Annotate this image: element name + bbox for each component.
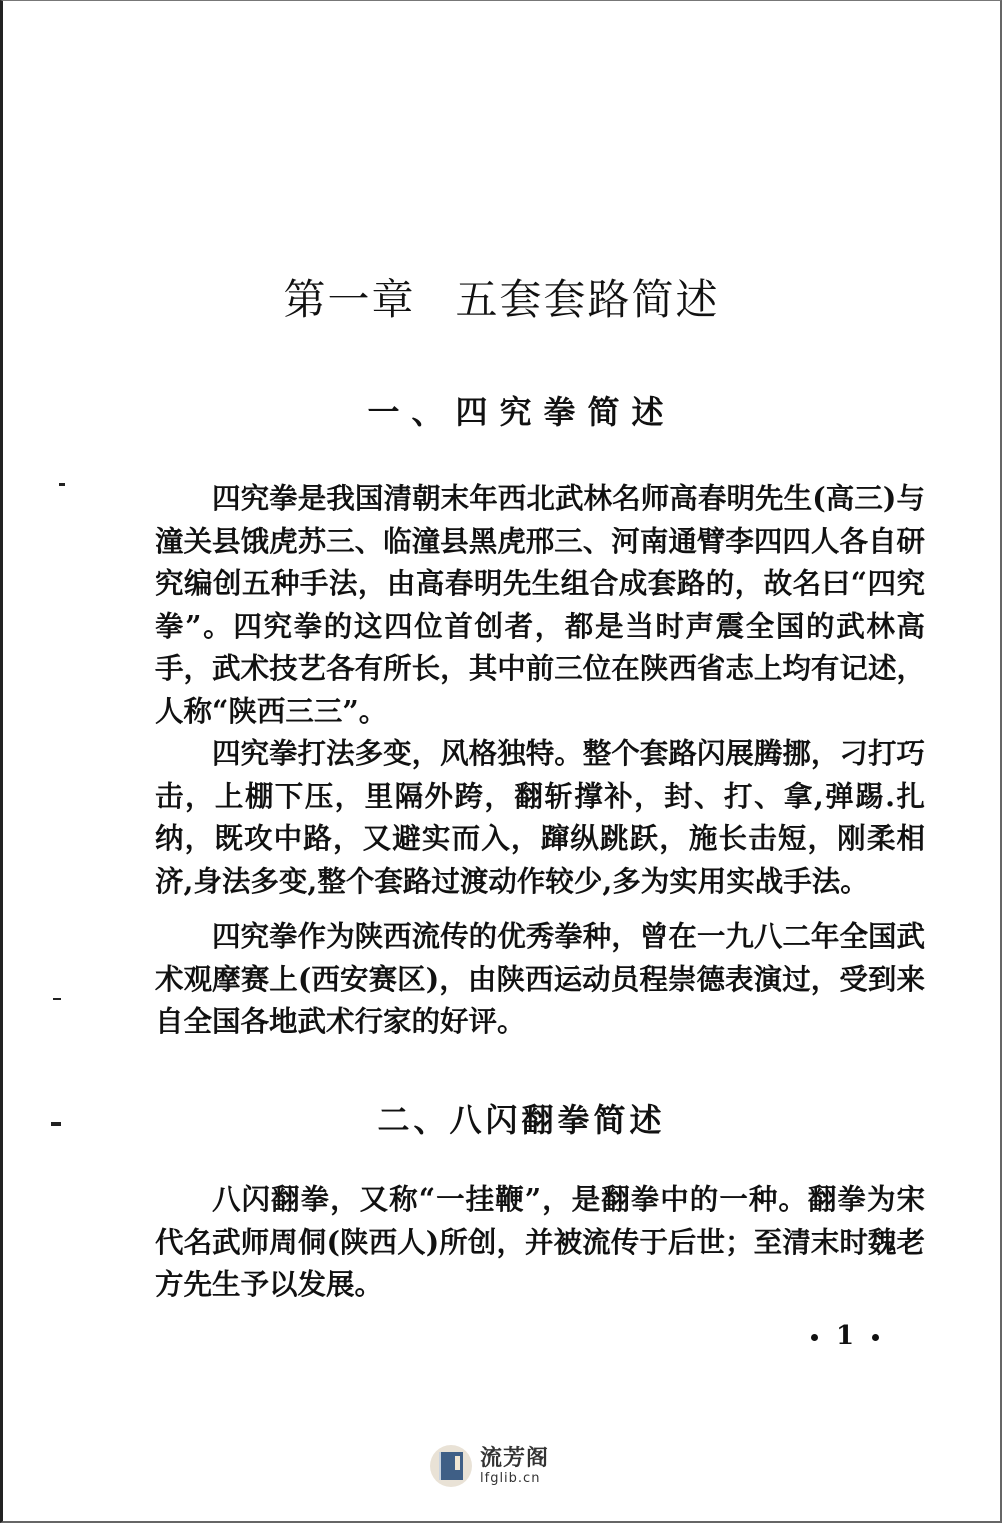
page-number-value: 1 bbox=[836, 1321, 855, 1351]
scan-speck bbox=[53, 998, 61, 1000]
watermark-domain: lfglib.cn bbox=[480, 1471, 541, 1486]
chapter-name: 五套套路简述 bbox=[455, 275, 720, 324]
chapter-number: 第一章 bbox=[283, 275, 416, 324]
bullet-dot bbox=[872, 1334, 879, 1341]
paragraph: 四究拳是我国清朝末年西北武林名师高春明先生(高三)与潼关县饿虎苏三、临潼县黑虎邢三、河南通臂李四四人各自研究编创五种手法，由高春明先生组合成套路的，故名曰“四究拳”。四究拳的这四位首创者，都是当时声震全国的武林高手，武术技艺各有所长，其中前三位在陕西省志上均有记述，人称“陕西三三”。 bbox=[155, 481, 925, 728]
watermark-name: 流芳阁 bbox=[480, 1445, 550, 1471]
paragraph: 四究拳作为陕西流传的优秀拳种，曾在一九八二年全国武术观摩赛上(西安赛区)，由陕西运动员程崇德表演过，受到来自全国各地武术行家的好评。 bbox=[155, 919, 925, 1038]
paragraph: 四究拳打法多变，风格独特。整个套路闪展腾挪，刁打巧击，上棚下压，里隔外跨，翻斩撑补，封、打、拿,弹踢.扎纳，既攻中路，又避实而入，蹿纵跳跃，施长击短，刚柔相济,身法多变,整个套路过渡动作较少,多为实用实战手法。 bbox=[155, 736, 925, 898]
section-title-2: 二、八闪翻拳简述 bbox=[377, 1101, 666, 1139]
scan-speck bbox=[51, 1122, 61, 1126]
bullet-dot bbox=[811, 1334, 818, 1341]
page-number bbox=[793, 1321, 897, 1351]
book-icon bbox=[430, 1445, 472, 1487]
scan-speck bbox=[59, 483, 65, 486]
watermark-logo bbox=[430, 1441, 580, 1491]
chapter-title bbox=[3, 267, 1000, 327]
section-title-1: 一、四究拳简述 bbox=[367, 393, 676, 431]
paragraph: 八闪翻拳，又称“一挂鞭”，是翻拳中的一种。翻拳为宋代名武师周侗(陕西人)所创，并被流传于后世；至清末时魏老方先生予以发展。 bbox=[155, 1182, 925, 1301]
